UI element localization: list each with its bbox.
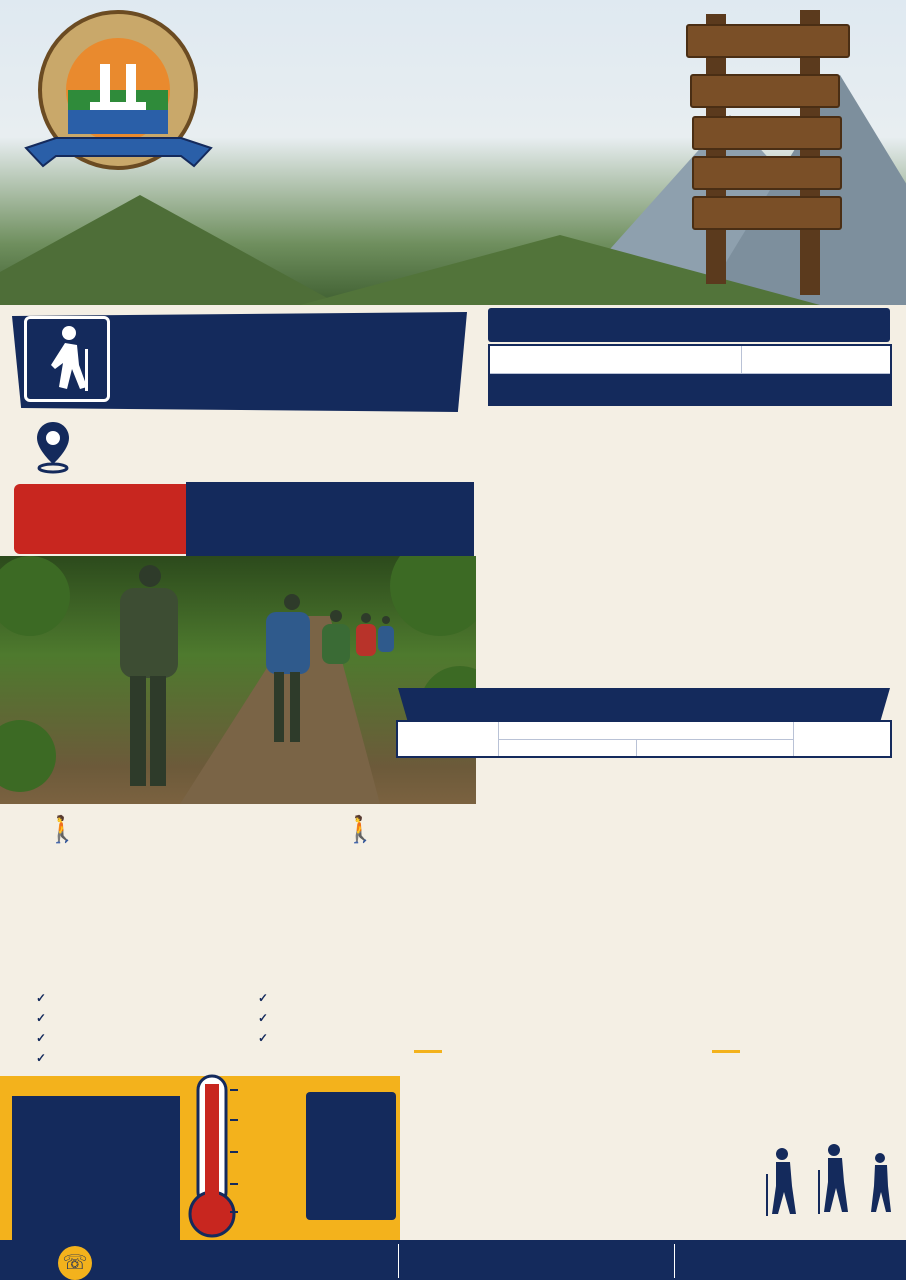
sign-mateship [692, 156, 842, 190]
total-row [490, 374, 890, 404]
list-item [258, 1008, 398, 1028]
col-venue [793, 721, 891, 757]
projects-table [488, 344, 892, 406]
schedule-heading-bar [398, 688, 890, 722]
footer-divider [398, 1244, 399, 1278]
target-value-box [186, 482, 474, 556]
sign-kokoda-trail [686, 24, 850, 58]
list-item [36, 988, 256, 1008]
hiker-small-icon: 🚶 [344, 814, 377, 844]
footer [0, 1240, 906, 1280]
table-header [490, 346, 890, 374]
activities-list-left [36, 988, 256, 1068]
col-day [499, 739, 636, 757]
projects-heading-bar [488, 308, 890, 342]
thermometer [180, 1072, 305, 1242]
fundraising-target-label-box [14, 484, 186, 554]
trail-photo [0, 556, 476, 804]
list-item [258, 1028, 398, 1048]
col-project [490, 346, 742, 373]
goal-box [12, 1096, 180, 1240]
message-box [306, 1092, 396, 1220]
thermometer-fill [205, 1084, 219, 1210]
divider [712, 1050, 740, 1053]
schedule-table [396, 720, 892, 758]
sign-courage [690, 74, 840, 108]
col-activities [499, 721, 794, 739]
location-pin-icon [34, 420, 72, 479]
list-item [258, 988, 398, 1008]
activities-list-right [258, 988, 398, 1048]
divider [414, 1050, 442, 1053]
list-item [36, 1048, 256, 1068]
hikers-silhouette [760, 1140, 900, 1220]
sign-sacrifice [692, 196, 842, 230]
sign-endurance [692, 116, 842, 150]
list-item [36, 1028, 256, 1048]
col-night [636, 739, 793, 757]
list-item [36, 1008, 256, 1028]
footer-divider [674, 1244, 675, 1278]
school-logo [16, 6, 221, 191]
hiker-small-icon: 🚶 [46, 814, 79, 844]
phone-icon: ☏ [58, 1246, 92, 1280]
col-date [397, 721, 499, 757]
hiker-icon [24, 316, 110, 402]
